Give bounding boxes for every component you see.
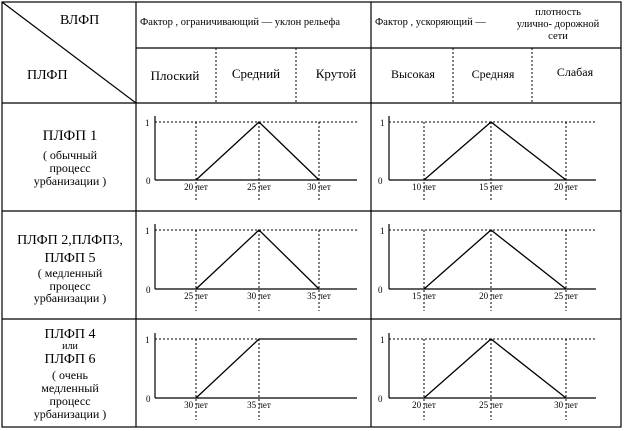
row-2-line-2: ПЛФП 5 <box>44 251 96 266</box>
axis-label-one: 1 <box>145 118 150 128</box>
sub-density-high: Высокая <box>391 67 435 81</box>
density-group-line-3: сети <box>548 31 568 42</box>
axis-label-zero: 0 <box>378 285 383 295</box>
axis-label-zero: 0 <box>146 285 151 295</box>
row-3-line-7: урбанизации ) <box>33 407 107 421</box>
membership-curve <box>424 230 566 289</box>
tick-label: 15 лет <box>479 182 503 192</box>
corner-bottom-label: ПЛФП <box>27 68 68 83</box>
row-3-line-5: медленный <box>41 381 99 395</box>
graph-density-row-2 <box>378 224 596 311</box>
density-group-line-1: плотность <box>535 7 581 18</box>
graph-density-row-1 <box>378 116 596 202</box>
tick-label: 15 лет <box>412 291 436 301</box>
axis-label-one: 1 <box>380 335 385 345</box>
row-2-line-5: урбанизации ) <box>33 291 107 305</box>
sub-density-weak: Слабая <box>556 65 594 79</box>
row-1-line-1: ПЛФП 1 <box>42 128 98 144</box>
tick-label: 20 лет <box>479 291 503 301</box>
axis-label-zero: 0 <box>146 394 151 404</box>
axis-label-zero: 0 <box>146 176 151 186</box>
tick-label: 25 лет <box>479 400 503 410</box>
sub-relief-medium: Средний <box>231 66 281 81</box>
sub-relief-flat: Плоский <box>150 68 200 83</box>
membership-curve <box>424 339 566 398</box>
relief-group-title: Фактор , ограничивающий — уклон рельефа <box>140 17 341 28</box>
membership-curve <box>196 339 357 398</box>
row-2-line-4: процесс <box>49 279 91 293</box>
density-group-prefix: Фактор , ускоряющий — <box>375 17 486 28</box>
axis-label-zero: 0 <box>378 176 383 186</box>
row-3-line-1: ПЛФП 4 <box>44 327 96 342</box>
tick-label: 25 лет <box>554 291 578 301</box>
row-2-line-1: ПЛФП 2,ПЛФП3, <box>17 233 123 248</box>
axis-label-one: 1 <box>380 118 385 128</box>
tick-label: 30 лет <box>247 291 271 301</box>
tick-label: 35 лет <box>247 400 271 410</box>
row-label-1 <box>34 128 107 188</box>
row-1-line-2: ( обычный <box>42 148 98 162</box>
axis-label-one: 1 <box>380 226 385 236</box>
axis-label-one: 1 <box>145 226 150 236</box>
axis-label-zero: 0 <box>378 394 383 404</box>
row-1-line-3: процесс <box>49 161 91 175</box>
tick-label: 25 лет <box>184 291 208 301</box>
membership-curve <box>196 122 319 180</box>
tick-label: 30 лет <box>307 182 331 192</box>
tick-label: 35 лет <box>307 291 331 301</box>
row-3-line-4: ( очень <box>52 368 88 382</box>
row-3-line-6: процесс <box>49 394 91 408</box>
row-label-3 <box>34 327 107 421</box>
graph-relief-row-2 <box>145 224 357 311</box>
tick-label: 20 лет <box>184 182 208 192</box>
membership-curve <box>196 230 319 289</box>
graph-relief-row-1 <box>145 116 357 202</box>
row-2-line-3: ( медленный <box>37 266 103 280</box>
row-3-line-3: ПЛФП 6 <box>44 352 96 367</box>
graph-density-row-3 <box>378 333 596 420</box>
corner-top-label: ВЛФП <box>60 13 100 28</box>
row-1-line-4: урбанизации ) <box>33 174 107 188</box>
sub-density-medium: Средняя <box>471 67 515 81</box>
tick-label: 20 лет <box>554 182 578 192</box>
sub-relief-steep: Крутой <box>315 66 357 81</box>
graph-relief-row-3 <box>145 333 357 420</box>
axis-label-one: 1 <box>145 335 150 345</box>
row-label-2 <box>17 233 123 305</box>
tick-label: 30 лет <box>554 400 578 410</box>
tick-label: 30 лет <box>184 400 208 410</box>
tick-label: 10 лет <box>412 182 436 192</box>
membership-curve <box>424 122 566 180</box>
density-group-line-2: улично- дорожной <box>516 19 600 30</box>
row-3-line-2: или <box>62 341 78 352</box>
tick-label: 20 лет <box>412 400 436 410</box>
tick-label: 25 лет <box>247 182 271 192</box>
